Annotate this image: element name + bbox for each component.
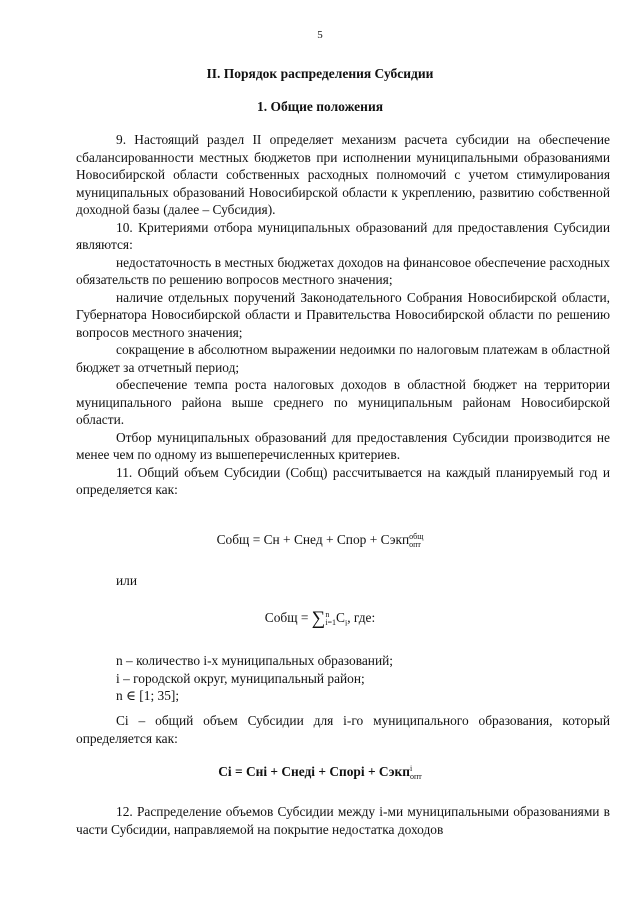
paragraph: обеспечение темпа роста налоговых доходов в областной бюджет на территории муниципального района выше среднего по муниципальным районам Новосибирской области.: [76, 377, 610, 427]
sigma-lower: i=1: [325, 617, 337, 627]
sigma-symbol: ∑: [311, 608, 326, 629]
paragraph: сокращение в абсолютном выражении недоимки по налоговым платежам в областной бюджет за отчетный период;: [76, 342, 610, 375]
formula-total: [0, 532, 640, 549]
definition-item: i – городской округ, муниципальный район;: [116, 670, 365, 686]
formula-ci-sup: i: [409, 763, 413, 773]
paragraph: 10. Критериями отбора муниципальных образований для предоставления Субсидии являются:: [76, 219, 610, 252]
paragraph: недостаточность в местных бюджетах доходов на финансовое обеспечение расходных обязательств по решению вопросов местного значения;: [76, 254, 610, 287]
formula-sum: [0, 608, 640, 630]
page-number: 5: [317, 29, 323, 41]
paragraph: Отбор муниципальных образований для предоставления Субсидии производится не менее чем по одному из вышеперечисленных критериев.: [76, 429, 610, 462]
paragraph: 9. Настоящий раздел II определяет механизм расчета субсидии на обеспечение сбалансированности местных бюджетов при исполнении муниципальными образованиями Новосибирской области собственных расходных полномочий с учетом стимулирования муниципальных образований Новосибирской области к укреплению, развитию собственной доходной базы (далее – Субсидия).: [76, 132, 610, 217]
section-heading: II. Порядок распределения Субсидии: [206, 66, 434, 81]
formula-ci: [0, 764, 640, 781]
definitions-list: [116, 652, 393, 705]
formula-total-sup: общ: [409, 531, 424, 541]
paragraph: 12. Распределение объемов Субсидии между i-ми муниципальными образованиями в части Субсидии, направляемой на покрытие недостатка доходов: [76, 804, 610, 837]
formula-ci-sub: опт: [409, 771, 422, 781]
formula-total-sub: опт: [409, 539, 421, 549]
main-text: [76, 131, 610, 499]
ci-text: [76, 712, 610, 747]
sigma-upper: n: [325, 609, 330, 619]
sum-term: C: [336, 610, 345, 625]
definition-item: n – количество i-х муниципальных образований;: [116, 653, 393, 668]
sum-term-sub: i: [344, 618, 348, 628]
paragraph: 11. Общий объем Субсидии (Собщ) рассчитывается на каждый планируемый год и определяется как:: [76, 464, 610, 497]
paragraph-12-block: [76, 803, 610, 838]
formula-ci-text: Ci = Снi + Снедi + Спорi + Сэкп: [218, 764, 410, 779]
or-text: или: [116, 573, 138, 588]
paragraph: наличие отдельных поручений Законодательного Собрания Новосибирской области, Губернатора Новосибирской области и Правительства Новосибирской области по решению вопросов местного значения;: [76, 289, 610, 340]
formula-sum-lhs: Собщ =: [264, 610, 312, 625]
definition-item: n ∈ [1; 35];: [116, 688, 180, 703]
paragraph: Ci – общий объем Субсидии для i-го муниципального образования, который определяется как:: [76, 713, 610, 746]
formula-total-text: Собщ = Сн + Снед + Спор + Сэкп: [216, 532, 410, 547]
subsection-heading: 1. Общие положения: [256, 99, 384, 114]
formula-sum-tail: , где:: [347, 610, 376, 625]
